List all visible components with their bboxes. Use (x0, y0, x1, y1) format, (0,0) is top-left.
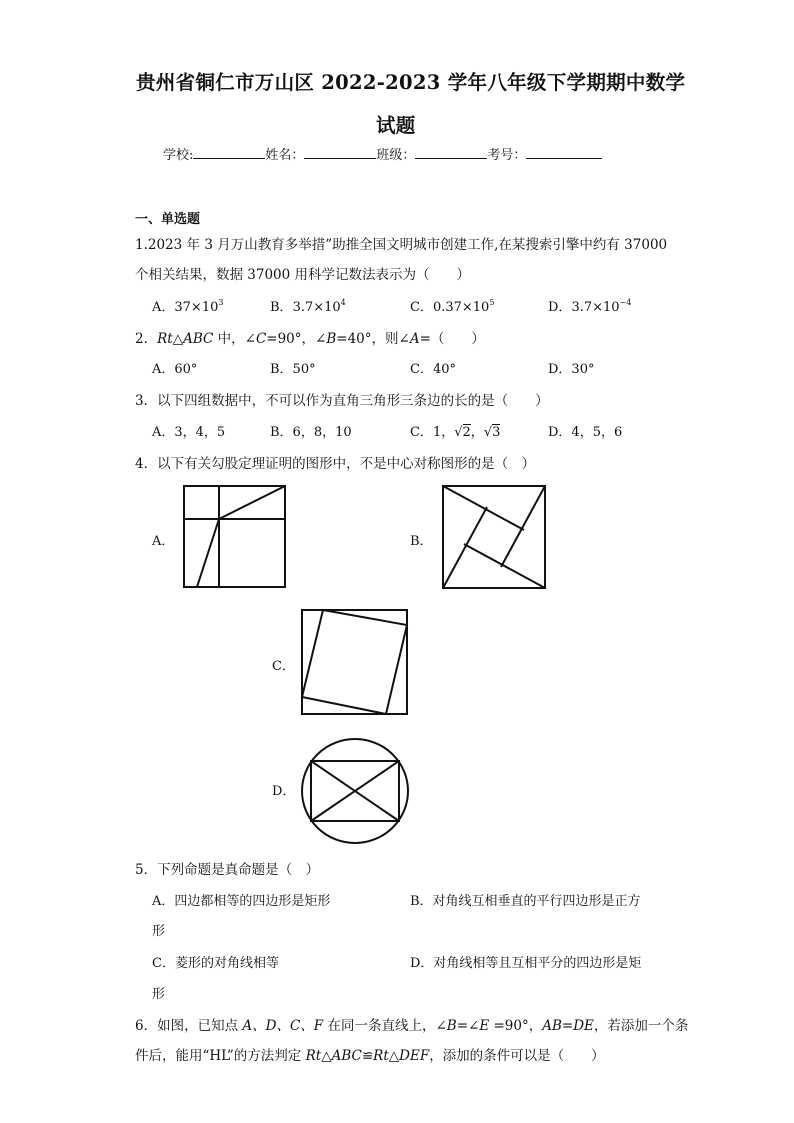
q4-option-d-label[interactable]: D． (272, 784, 296, 799)
q4-figure-d (301, 738, 409, 844)
q4-figure-b (442, 485, 546, 589)
sqrt-icon: √ (483, 425, 493, 440)
q5-stem: 5．下列命题是真命题是（ ） (135, 862, 320, 878)
q1-option-a[interactable]: A．$37\times 10^3$ (152, 298, 224, 315)
q4-option-b-label[interactable]: B． (410, 534, 433, 549)
q2-option-a[interactable]: A．60° (152, 362, 198, 377)
class-blank[interactable] (415, 146, 487, 159)
q2-option-c[interactable]: C．40° (410, 362, 456, 377)
q2-option-d[interactable]: D．30° (548, 362, 595, 377)
q5-option-d[interactable]: D．对角线相等且互相平分的四边形是矩 (410, 956, 642, 971)
name-blank[interactable] (304, 146, 376, 159)
q5-option-a[interactable]: A．四边都相等的四边形是矩形 (152, 894, 331, 909)
section-heading: 一、单选题 (135, 212, 201, 227)
sqrt-icon: √ (454, 425, 463, 440)
q5-option-d-wrap: 形 (152, 987, 166, 1002)
q3-option-b[interactable]: B．6，8，10 (270, 425, 352, 440)
q5-option-c[interactable]: C．菱形的对角线相等 (152, 956, 279, 971)
q1-option-b[interactable]: B．$3.7\times 10^4$ (270, 298, 346, 315)
q5-option-b-wrap: 形 (152, 924, 166, 939)
q1-stem-line1: 1.2023 年 3 月万山教育多举措”助推全国文明城市创建工作,在某搜索引擎中约有 37000 (135, 237, 668, 253)
q6-stem-line1: 6．如图，已知点 A、D、C、F 在同一条直线上，∠B=∠E =90°，AB=DE，若添加一个条 (135, 1018, 689, 1034)
q4-option-c-label[interactable]: C． (272, 659, 295, 674)
q2-option-b[interactable]: B．50° (270, 362, 316, 377)
q2-stem: 2．Rt△ABC 中，∠C=90°，∠B=40°，则∠A=（ ） (135, 331, 485, 347)
page-title-line2: 试题 (376, 114, 416, 137)
q1-option-d[interactable]: D．$3.7\times 10^{-4}$ (548, 298, 632, 315)
q1-stem-line2: 个相关结果，数据 37000 用科学记数法表示为（ ） (135, 267, 471, 283)
q4-option-a-label[interactable]: A． (152, 534, 175, 549)
school-label: 学校: (163, 148, 194, 163)
q4-stem: 4．以下有关勾股定理证明的图形中，不是中心对称图形的是（ ） (135, 456, 536, 472)
name-label: 姓名： (265, 148, 305, 163)
page-title-line1: 贵州省铜仁市万山区 2022-2023 学年八年级下学期期中数学 (136, 71, 686, 94)
q3-stem: 3．以下四组数据中，不可以作为直角三角形三条边的长的是（ ） (135, 393, 549, 409)
q3-option-d[interactable]: D．4，5，6 (548, 425, 623, 440)
q5-option-b[interactable]: B．对角线互相垂直的平行四边形是正方 (410, 894, 641, 909)
q1-option-c[interactable]: C．$0.37\times 10^5$ (410, 298, 495, 315)
q4-figure-c (301, 609, 408, 715)
student-info-line (163, 144, 602, 163)
class-label: 班级： (376, 148, 416, 163)
exam-no-label: 考号： (487, 148, 527, 163)
q6-stem-line2: 件后，能用“HL”的方法判定 Rt△ABC≌Rt△DEF，添加的条件可以是（ ） (135, 1048, 605, 1064)
school-blank[interactable] (193, 146, 265, 159)
q3-option-c[interactable]: C．1，√2，√3 (410, 425, 501, 440)
q4-figure-a (183, 485, 287, 588)
q3-option-a[interactable]: A．3，4，5 (152, 425, 226, 440)
exam-no-blank[interactable] (526, 146, 602, 159)
